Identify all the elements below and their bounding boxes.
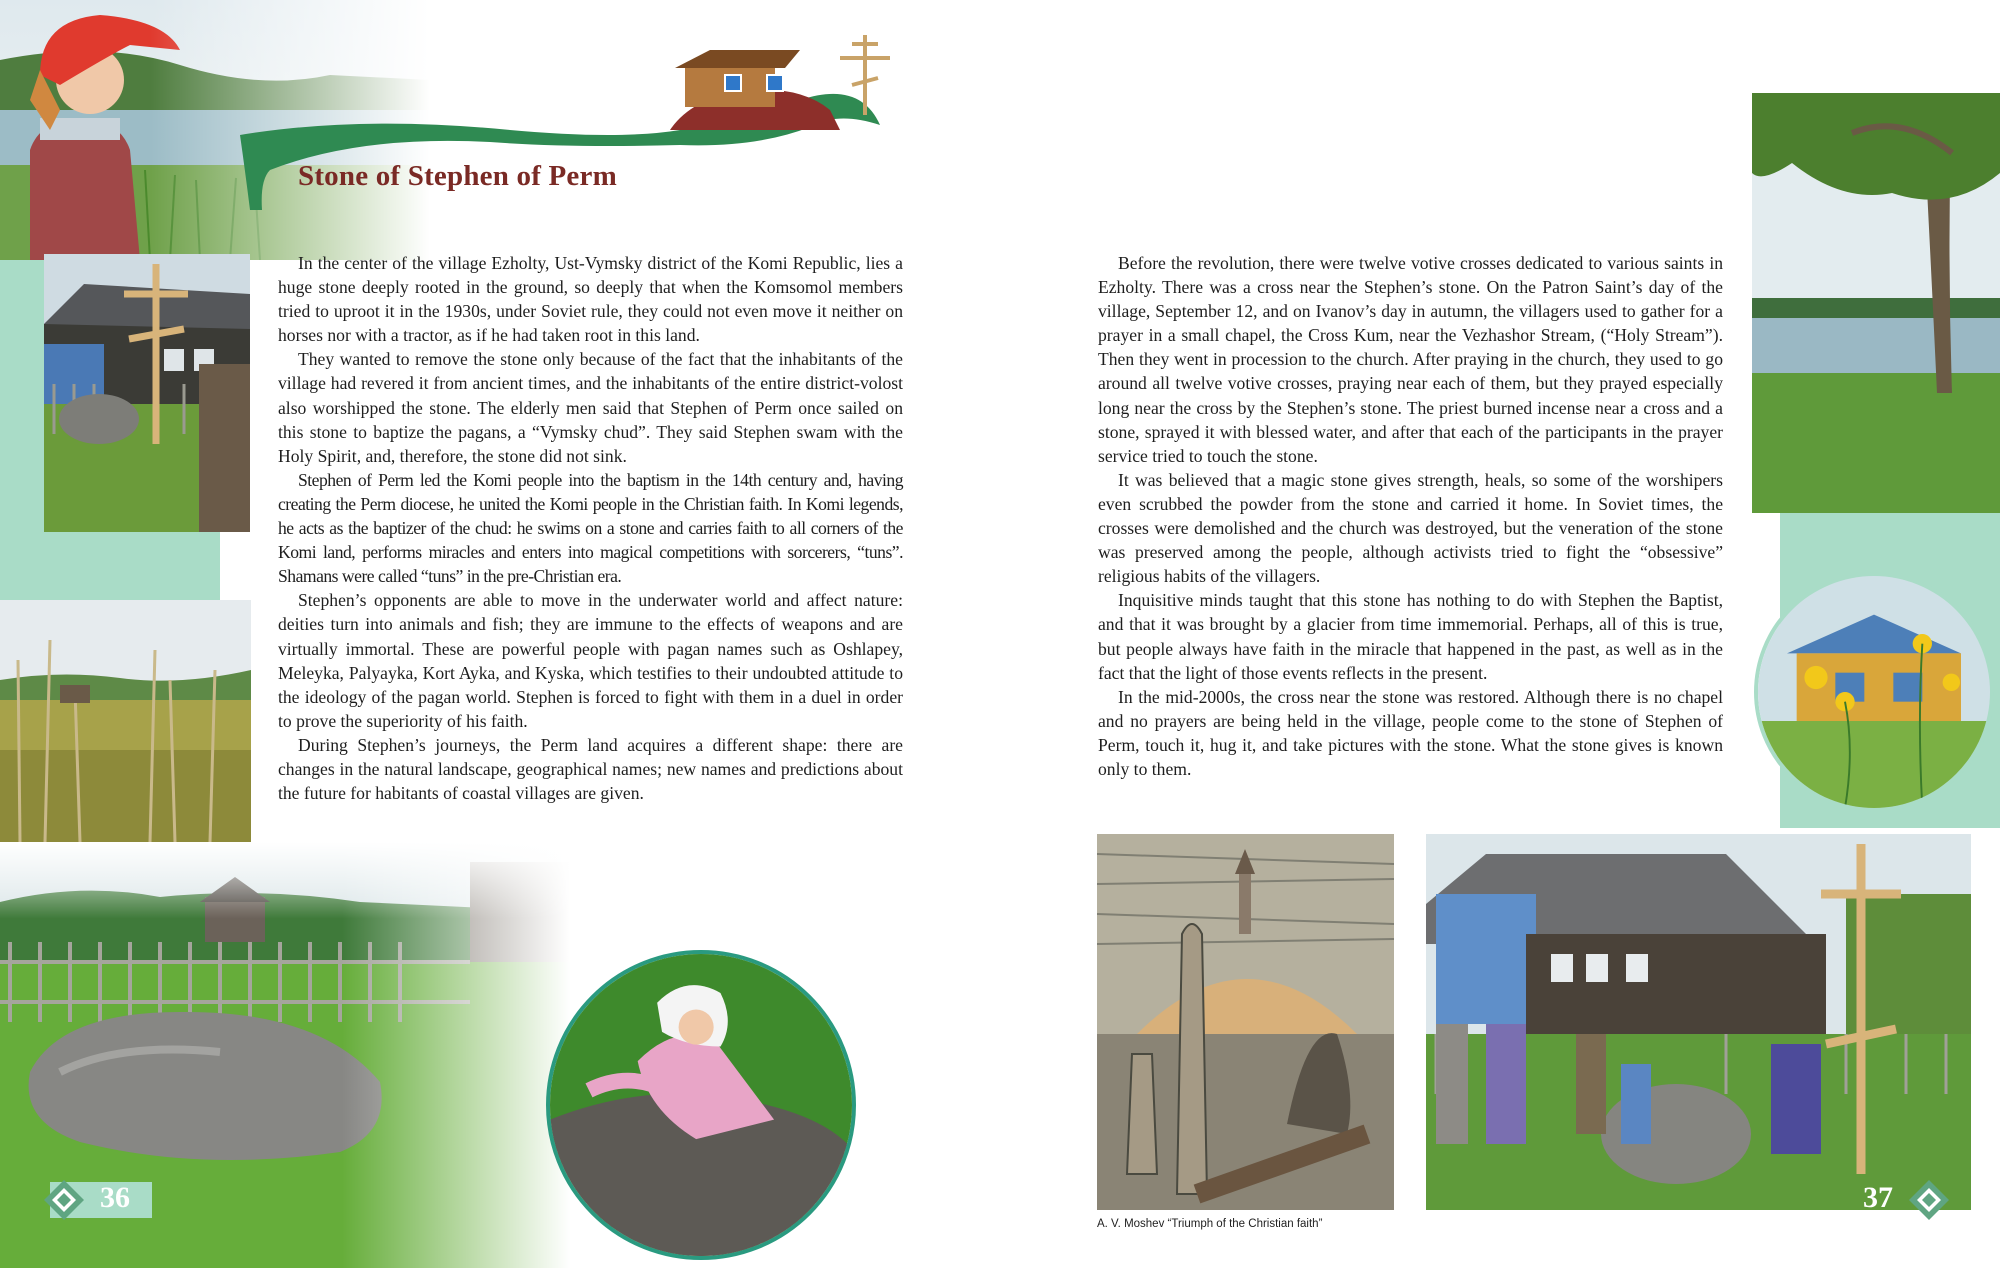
right-paragraph-2: It was believed that a magic stone gives strength, heals, so some of the worshipers even scrubbed the powder from the stone and carried it home. In Soviet times, the crosses were demolished and the church was destroyed, but the veneration of the stone was preserved among the people, although activists tried to fight the “obsessive” religious habits of the villagers. <box>1098 469 1723 587</box>
left-paragraph-5: During Stephen’s journeys, the Perm land acquires a different shape: there are changes in the natural landscape, geographical names; new names and predictions about the future for habitants of coastal villages are given. <box>278 734 903 804</box>
right-paragraph-4: In the mid-2000s, the cross near the stone was restored. Although there is no chapel and no prayers are being held in the village, people come to the stone of Stephen of Perm, touch it, hug it, and take pictures with the stone. What the stone gives is known only to them. <box>1098 686 1723 779</box>
people-at-stone-photo <box>1426 834 1971 1210</box>
yellow-house-flowers-round-photo <box>1754 572 1994 812</box>
right-body-text <box>1098 251 1723 781</box>
painting-caption: A. V. Moshev “Triumph of the Christian faith” <box>1097 1218 1323 1230</box>
left-paragraph-1: In the center of the village Ezholty, Ust-Vymsky district of the Komi Republic, lies a huge stone deeply rooted in the ground, so deeply that when the Komsomol members tried to uproot it in the 1930s, under Soviet rule, they could not even move it neither on horses nor with a tractor, as if he had taken root in this land. <box>278 253 903 346</box>
page-number-left: 36 <box>100 1181 130 1214</box>
page-number-badge-right <box>1904 1178 1954 1222</box>
right-paragraph-3: Inquisitive minds taught that this stone has nothing to do with Stephen the Baptist, and that it was brought by a glacier from time immemorial. Perhaps, all of this is true, but people always have faith in the miracle that happened in the past, as well as in the fact that the light of those events reflects in the present. <box>1098 590 1723 683</box>
cross-by-house-photo <box>44 254 250 532</box>
lake-tree-photo <box>1752 93 2000 513</box>
painting-triumph-photo <box>1097 834 1394 1210</box>
left-paragraph-3: Stephen of Perm led the Komi people into the baptism in the 14th century and, having creating the Perm diocese, he united the Komi people in the Christian faith. In Komi legends, he acts as the baptizer of the chud: he swims on a stone and carries faith to all corners of the Komi land, performs miracles and enters into magical competitions with sorcerers, “tuns”. Shamans were called “tuns” in the pre-Christian era. <box>278 469 903 587</box>
grass-field-photo <box>0 600 251 842</box>
page-number-right: 37 <box>1863 1181 1893 1214</box>
page-number-badge-left <box>40 1178 152 1222</box>
left-paragraph-4: Stephen’s opponents are able to move in the underwater world and affect nature: deities turn into animals and fish; they are immune to the effects of weapons and are virtually immortal. These are powerful people with pagan names such as Oshlapey, Meleyka, Palyayka, Kort Ayka, and Kyska, which testifies to their undoubted attitude to the ideology of the pagan world. Stephen is forced to fight with them in a duel in order to prove the superiority of his faith. <box>278 590 903 731</box>
left-paragraph-2: They wanted to remove the stone only because of the fact that the inhabitants of the village had revered it from ancient times, and the inhabitants of the entire district-volost also worshipped the stone. The elderly men said that Stephen of Perm once sailed on this stone to baptize the pagans, a “Vymsky chud”. They said Stephen swam with the Holy Spirit, and, therefore, the stone did not sink. <box>278 349 903 466</box>
child-on-stone-round-photo <box>546 950 856 1260</box>
page-title: Stone of Stephen of Perm <box>298 160 617 192</box>
left-body-text <box>278 251 903 805</box>
right-paragraph-1: Before the revolution, there were twelve votive crosses dedicated to various saints in Ezholty. There was a cross near the Stephen’s stone. On the Patron Saint’s day of the village, September 12, and on Ivanov’s day in autumn, the villagers used to gather for a prayer in a small chapel, the Cross Kum, near the Vezhashor Stream, (“Holy Stream”). Then they went in procession to the church. After praying in the church, they used to go around all twelve votive crosses, praying near each of them, but they prayed especially long near the cross by the Stephen’s stone. The priest burned incense near a cross and a stone, sprayed it with blessed water, and after that each of the participants in the prayer service tried to touch the stone. <box>1098 253 1723 466</box>
